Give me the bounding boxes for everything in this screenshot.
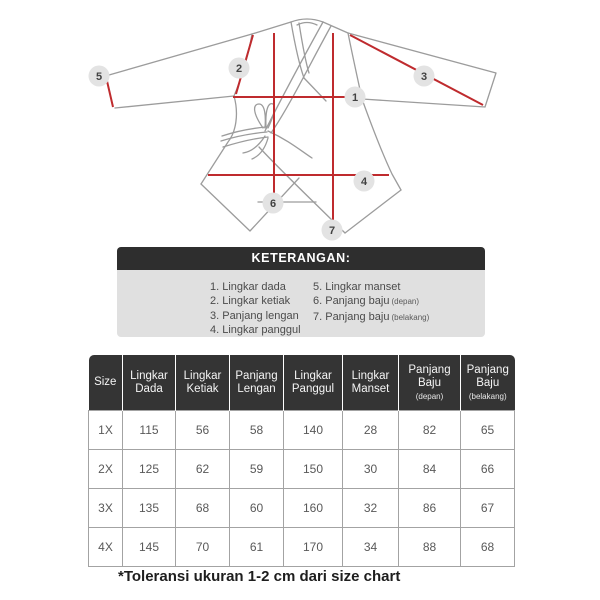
measure-marker-7 — [322, 220, 343, 241]
table-header-cell: Lingkar Dada — [123, 355, 176, 411]
table-cell: 34 — [343, 528, 399, 567]
table-cell: 150 — [284, 450, 343, 489]
size-table-body — [89, 411, 515, 567]
table-cell: 2X — [89, 450, 123, 489]
measure-marker-3 — [414, 66, 435, 87]
tolerance-note: *Toleransi ukuran 1-2 cm dari size chart — [118, 568, 401, 585]
table-cell: 84 — [399, 450, 461, 489]
table-cell: 115 — [123, 411, 176, 450]
svg-text:7: 7 — [328, 225, 336, 237]
table-cell: 28 — [343, 411, 399, 450]
legend-item-sub: (belakang) — [391, 312, 430, 322]
table-cell: 68 — [461, 528, 515, 567]
legend-item: 3. Panjang lengan — [210, 309, 299, 322]
legend-body — [117, 270, 485, 337]
table-header-cell: Lingkar Ketiak — [176, 355, 230, 411]
table-cell: 59 — [230, 450, 284, 489]
table-cell: 67 — [461, 489, 515, 528]
measure-marker-4 — [354, 171, 375, 192]
table-header-cell: Size — [89, 355, 123, 411]
measure-marker-5 — [89, 66, 110, 87]
table-cell: 125 — [123, 450, 176, 489]
measurement-lines — [107, 33, 483, 222]
svg-text:3: 3 — [420, 71, 428, 83]
table-row — [89, 528, 515, 567]
table-cell: 88 — [399, 528, 461, 567]
table-cell: 30 — [343, 450, 399, 489]
table-cell: 86 — [399, 489, 461, 528]
table-row — [89, 411, 515, 450]
table-header-cell: Lingkar Manset — [343, 355, 399, 411]
svg-text:5: 5 — [95, 71, 103, 83]
svg-text:6: 6 — [269, 198, 277, 210]
garment-outline — [109, 19, 496, 233]
table-header-sub: (belakang) — [468, 392, 507, 401]
table-cell: 60 — [230, 489, 284, 528]
measure-marker-2 — [229, 58, 250, 79]
legend-item: 2. Lingkar ketiak — [210, 295, 291, 308]
legend-item: 5. Lingkar manset — [313, 281, 401, 293]
table-cell: 4X — [89, 528, 123, 567]
size-table-header — [89, 355, 515, 411]
table-cell: 82 — [399, 411, 461, 450]
table-cell: 58 — [230, 411, 284, 450]
table-row — [89, 489, 515, 528]
table-cell: 140 — [284, 411, 343, 450]
table-row — [89, 450, 515, 489]
table-header-cell: Panjang Baju (depan) — [399, 355, 461, 411]
size-table — [88, 355, 515, 567]
measure-marker-1 — [345, 87, 366, 108]
table-header-cell: Panjang Lengan — [230, 355, 284, 411]
table-cell: 160 — [284, 489, 343, 528]
table-cell: 68 — [176, 489, 230, 528]
table-cell: 1X — [89, 411, 123, 450]
table-cell: 3X — [89, 489, 123, 528]
legend-column-2 — [313, 280, 429, 337]
table-cell: 145 — [123, 528, 176, 567]
table-cell: 66 — [461, 450, 515, 489]
table-header-cell: Lingkar Panggul — [284, 355, 343, 411]
legend-item: 7. Panjang baju (belakang) — [313, 310, 430, 323]
table-cell: 62 — [176, 450, 230, 489]
legend-item-sub: (depan) — [391, 297, 420, 307]
legend-item: 6. Panjang baju (depan) — [313, 295, 420, 308]
legend-box — [117, 247, 485, 337]
table-cell: 70 — [176, 528, 230, 567]
table-header-sub: (depan) — [415, 392, 444, 401]
table-cell: 61 — [230, 528, 284, 567]
table-cell: 56 — [176, 411, 230, 450]
measure-marker-6 — [263, 193, 284, 214]
table-cell: 170 — [284, 528, 343, 567]
measure-line-cuff — [107, 81, 113, 107]
svg-text:1: 1 — [351, 92, 359, 104]
table-cell: 32 — [343, 489, 399, 528]
svg-text:4: 4 — [360, 176, 368, 188]
table-cell: 135 — [123, 489, 176, 528]
legend-column-1 — [210, 280, 313, 337]
table-header-cell: Panjang Baju (belakang) — [461, 355, 515, 411]
garment-diagram — [0, 0, 600, 250]
legend-title: KETERANGAN: — [117, 247, 485, 270]
table-cell: 65 — [461, 411, 515, 450]
svg-text:2: 2 — [235, 63, 243, 75]
legend-item: 4. Lingkar panggul — [210, 324, 301, 337]
legend-item: 1. Lingkar dada — [210, 281, 286, 293]
